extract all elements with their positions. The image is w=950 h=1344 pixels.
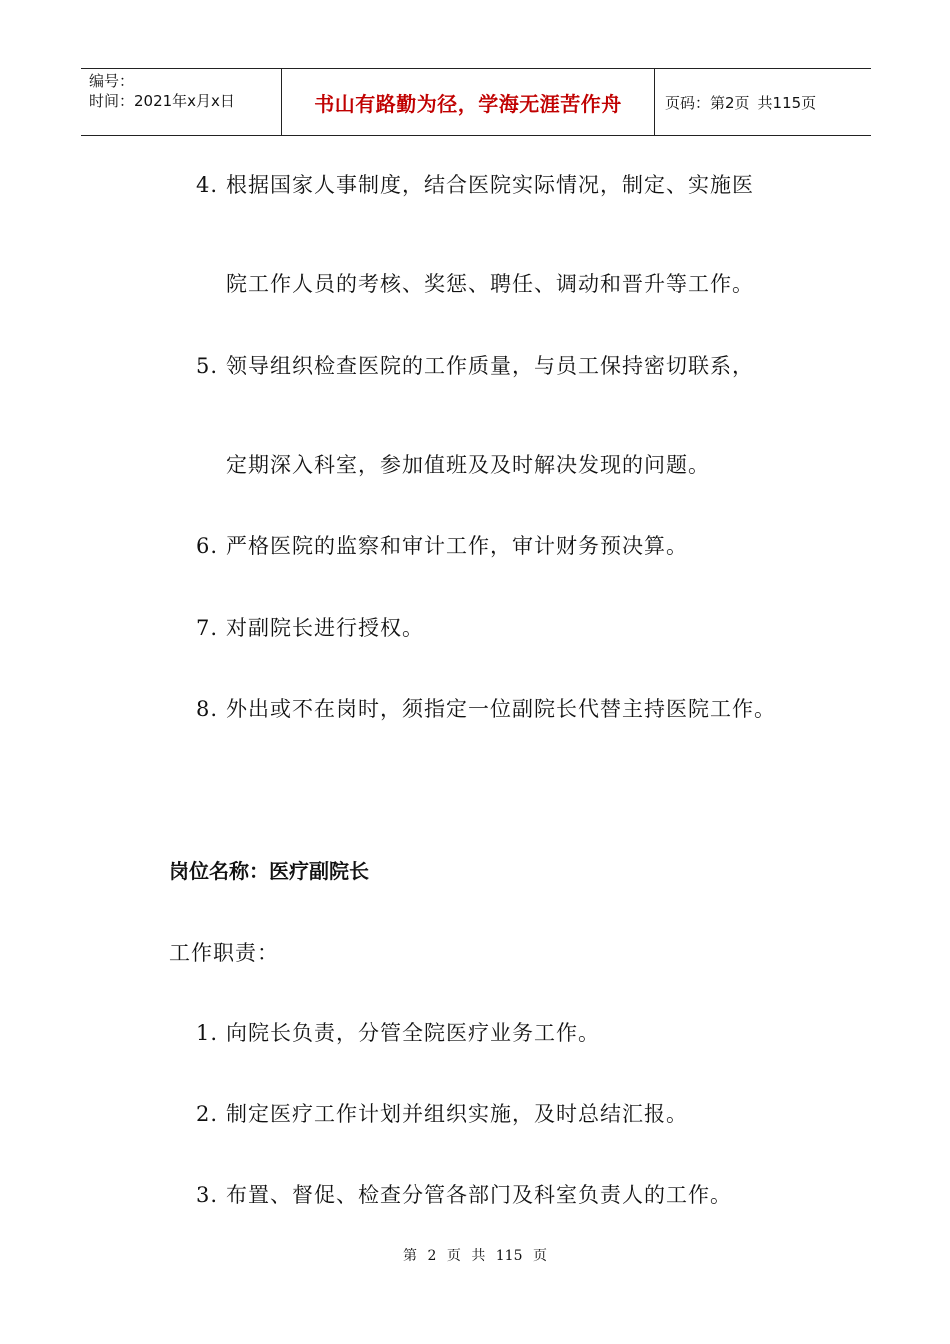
list-item: [196, 170, 754, 200]
list-item-number: 3.: [196, 1183, 219, 1207]
list-item-text: 制定医疗工作计划并组织实施，及时总结汇报。: [226, 1102, 688, 1126]
doc-date-label: 时间：2021年x月x日: [89, 92, 235, 110]
list-item: [196, 694, 776, 724]
list-item-number: 8.: [196, 697, 219, 721]
footer-gong: 共: [471, 1248, 486, 1264]
footer-ye-end: 页: [532, 1248, 547, 1264]
list-item-text: 领导组织检查医院的工作质量，与员工保持密切联系，: [226, 354, 754, 378]
section-title: 岗位名称：医疗副院长: [169, 859, 369, 883]
footer-di: 第: [403, 1248, 418, 1264]
list-item-text: 根据国家人事制度，结合医院实际情况，制定、实施医: [226, 173, 754, 197]
list-item-continuation: 院工作人员的考核、奖惩、聘任、调动和晋升等工作。: [226, 272, 754, 296]
header-motto: 书山有路勤为径，学海无涯苦作舟: [282, 69, 655, 135]
header-page-info: [655, 69, 871, 135]
list-item: [196, 1180, 732, 1210]
list-item-continuation: 定期深入科室，参加值班及及时解决发现的问题。: [226, 453, 710, 477]
footer-ye: 页: [446, 1248, 461, 1264]
list-item-text: 外出或不在岗时，须指定一位副院长代替主持医院工作。: [226, 697, 776, 721]
page-footer: [0, 1246, 950, 1266]
doc-number-label: 编号：: [89, 72, 135, 90]
list-item-number: 7.: [196, 616, 219, 640]
header-meta: [81, 69, 282, 135]
list-item-text: 对副院长进行授权。: [226, 616, 424, 640]
list-item: [196, 531, 688, 561]
footer-page-number: 2: [427, 1248, 437, 1264]
list-item-number: 5.: [196, 354, 219, 378]
list-item: [196, 1099, 688, 1129]
list-item-number: 1.: [196, 1021, 219, 1045]
duties-label: 工作职责：: [169, 941, 279, 965]
list-item: [196, 613, 424, 643]
header-page-number: 页码：第2页: [665, 93, 750, 112]
list-item-number: 4.: [196, 173, 219, 197]
list-item: [196, 351, 754, 381]
list-item-text: 布置、督促、检查分管各部门及科室负责人的工作。: [226, 1183, 732, 1207]
list-item-number: 6.: [196, 534, 219, 558]
footer-total-pages: 115: [495, 1248, 523, 1264]
list-item-text: 向院长负责，分管全院医疗业务工作。: [226, 1021, 600, 1045]
header-page-total: 共115页: [757, 93, 817, 112]
list-item: [196, 1018, 600, 1048]
page-header: [81, 68, 871, 136]
list-item-text: 严格医院的监察和审计工作，审计财务预决算。: [226, 534, 688, 558]
list-item-number: 2.: [196, 1102, 219, 1126]
